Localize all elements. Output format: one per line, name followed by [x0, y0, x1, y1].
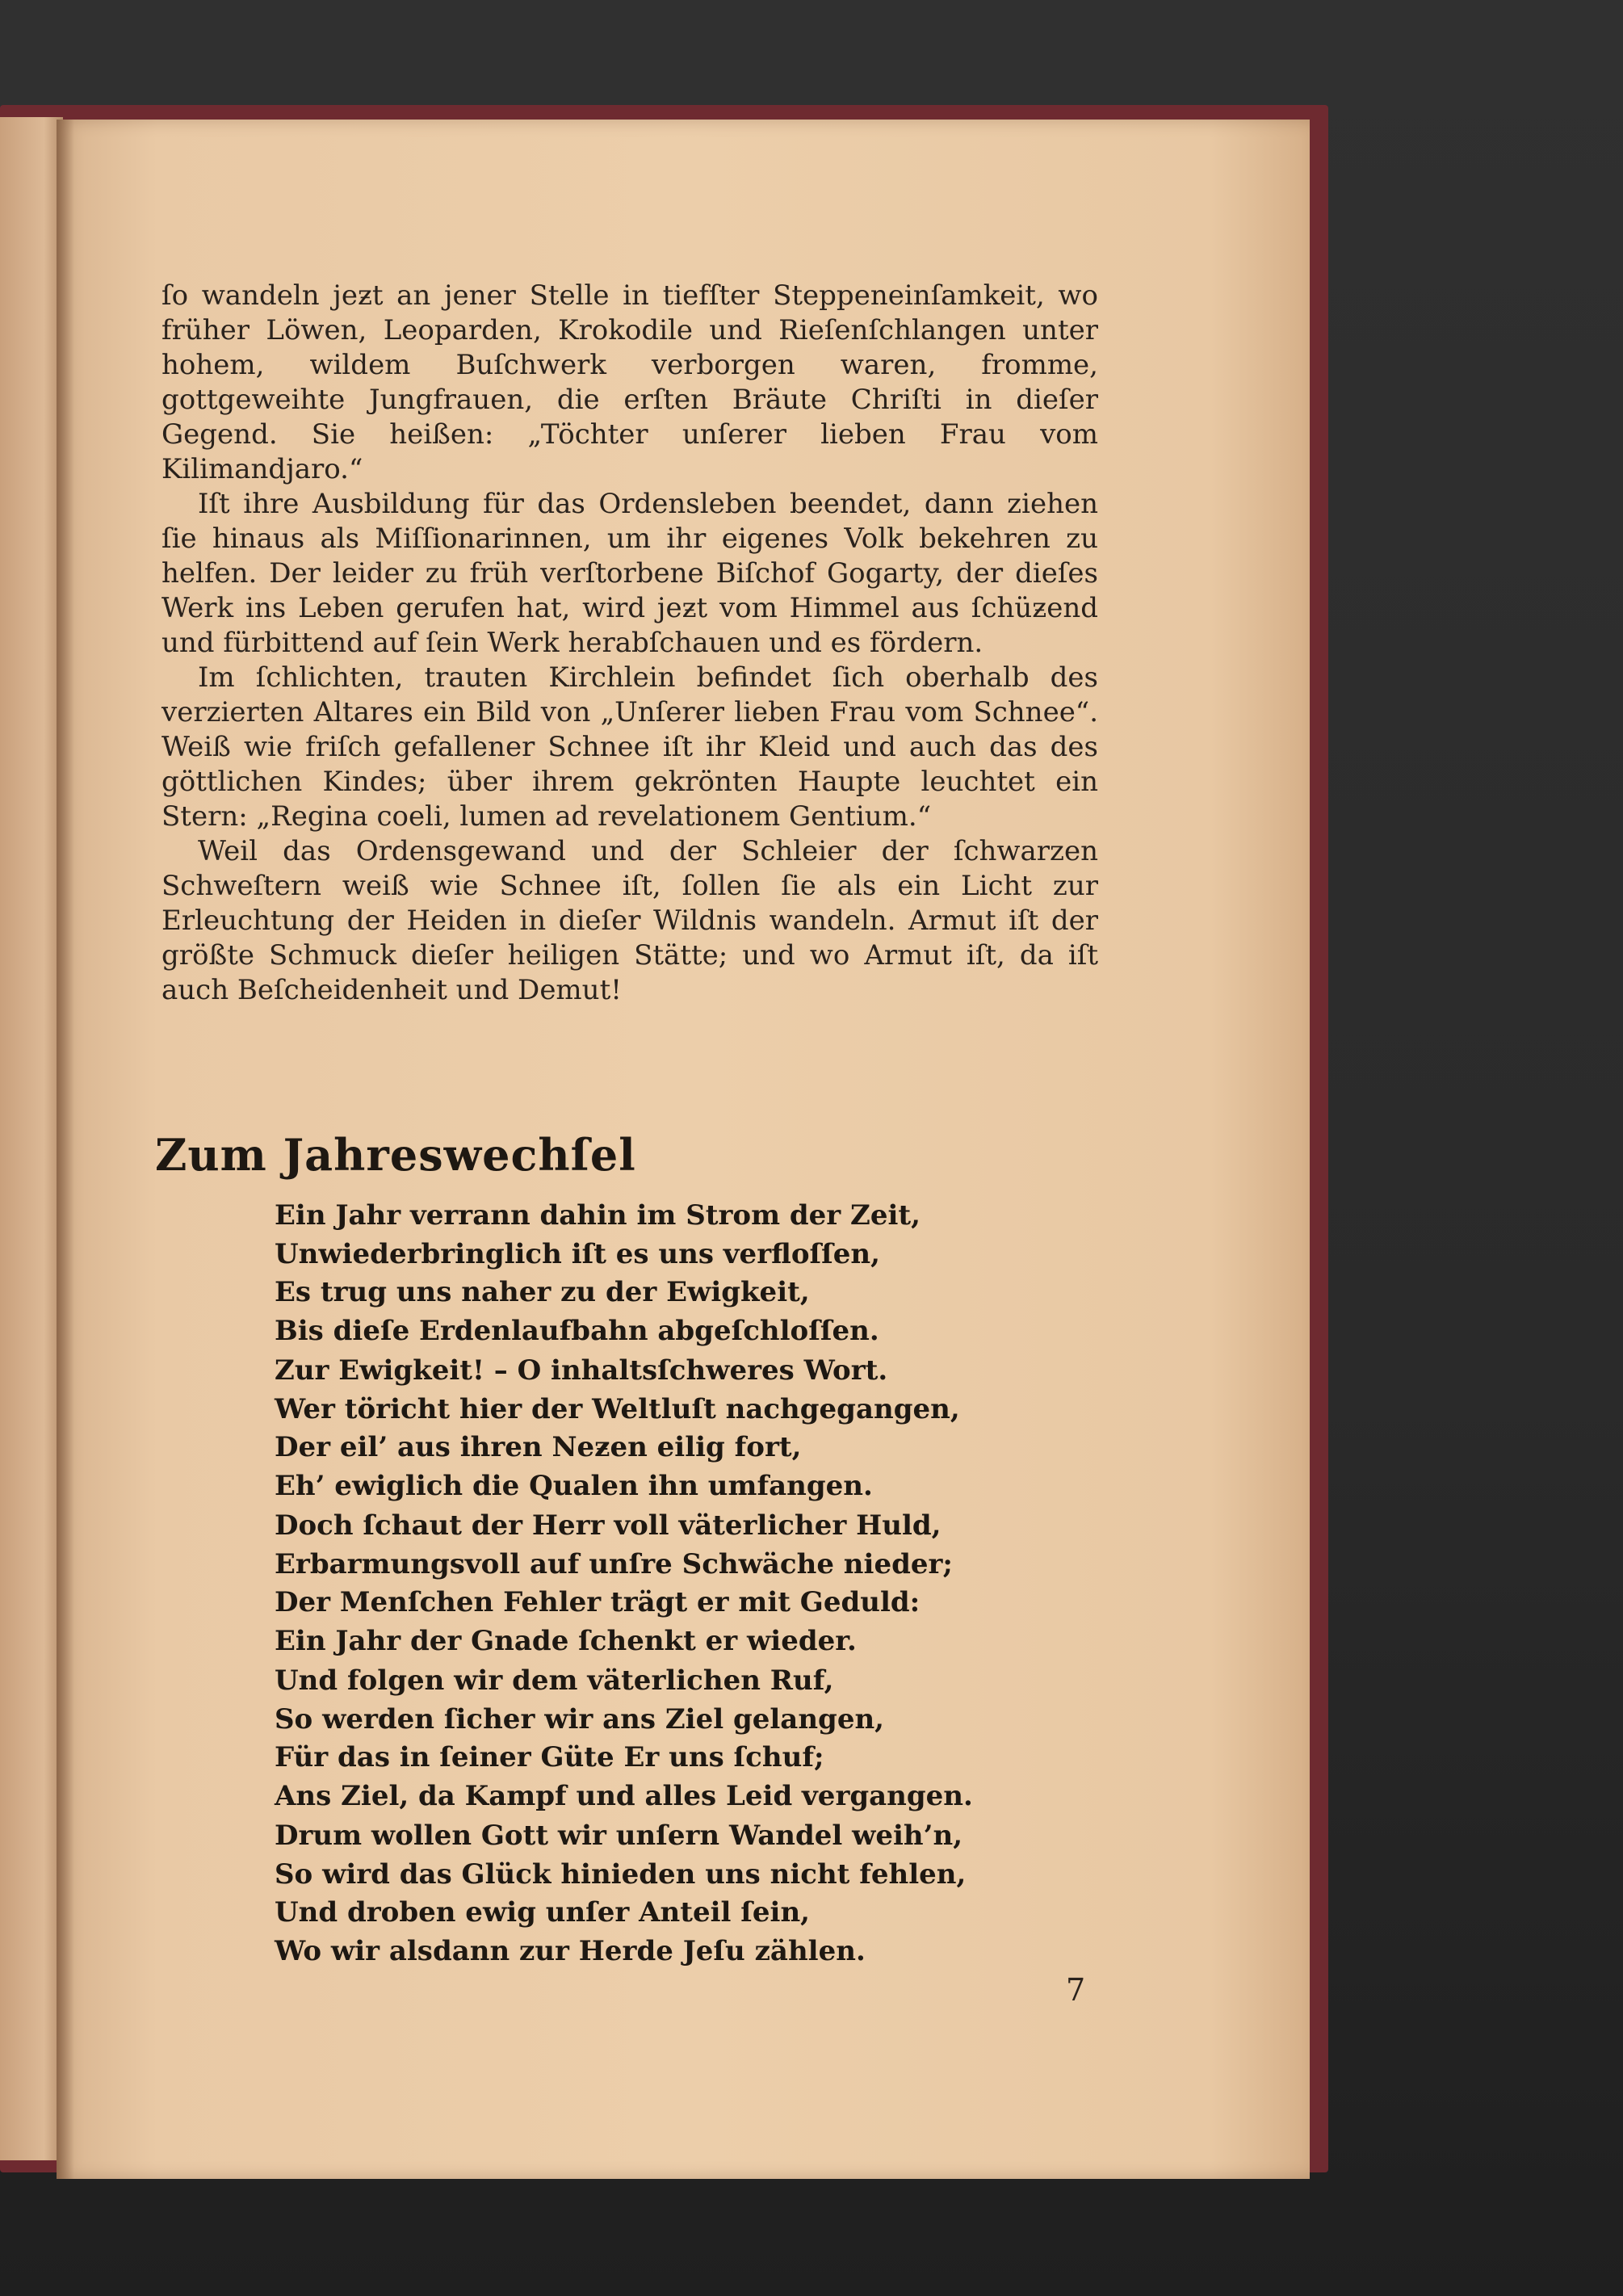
poem-title: Zum Jahreswechſel: [155, 1129, 636, 1181]
paragraph-1: ſo wandeln jeƶt an jener Stelle in tiefſter Steppeneinſamkeit, wo früher Löwen, Leoparden, Krokodile und Rieſenſchlangen unter hohem, wildem Buſchwerk verborgen waren, fromme, gottgeweihte Jungfrauen, die erſten Bräute Chriſti in dieſer Gegend. Sie heißen: „Töchter unſerer lieben Frau vom Kilimandjaro.“: [161, 279, 1098, 485]
poem-line: Es trug uns naher zu der Ewigkeit,: [275, 1276, 810, 1308]
poem-line: So wird das Glück hinieden uns nicht fehlen,: [275, 1857, 967, 1891]
poem-line: Eh’ ewiglich die Qualen ihn umfangen.: [275, 1469, 873, 1502]
poem-line: Und folgen wir dem väterlichen Ruf,: [275, 1664, 834, 1697]
poem-line: Der eil’ aus ihren Neƶen eilig fort,: [275, 1431, 802, 1463]
poem-line: So werden ſicher wir ans Ziel gelangen,: [275, 1702, 885, 1736]
poem-line: Drum wollen Gott wir unſern Wandel weih’n,: [275, 1820, 963, 1852]
poem-line: Der Menſchen Fehler trägt er mit Geduld:: [275, 1586, 921, 1618]
left-page-edge: [0, 117, 63, 2160]
poem-stanza-3: [275, 1507, 1001, 1660]
paragraph-4: Weil das Ordensgewand und der Schleier der ſchwarzen Schweſtern weiß wie Schnee iſt, ſollen ſie als ein Licht zur Erleuchtung der Heiden in dieſer Wildnis wandeln. Armut iſt der größte Schmuck dieſer heiligen Stätte; und wo Armut iſt, da iſt auch Beſcheidenheit und Demut!: [161, 835, 1098, 1006]
poem-line: Unwiederbringlich iſt es uns verfloſſen,: [275, 1237, 880, 1270]
paragraph-3: Im ſchlichten, trauten Kirchlein befindet ſich oberhalb des verzierten Altares ein Bild von „Unſerer lieben Frau vom Schnee“. Weiß wie friſch gefallener Schnee iſt ihr Kleid und auch das des göttlichen Kindes; über ihrem gekrönten Haupte leuchtet ein Stern: „Regina coeli, lumen ad revelationem Gentium.“: [161, 661, 1098, 833]
poem-line: Wo wir alsdann zur Herde Jeſu zählen.: [275, 1934, 866, 1967]
poem-line: Ans Ziel, da Kampf und alles Leid vergangen.: [275, 1779, 973, 1812]
poem-line: Für das in ſeiner Güte Er uns ſchuf;: [275, 1741, 824, 1773]
paragraph-2: Iſt ihre Ausbildung für das Ordensleben beendet, dann ziehen ſie hinaus als Miſſionarinnen, um ihr eigenes Volk bekehren zu helfen. Der leider zu früh verſtorbene Biſchof Gogarty, der dieſes Werk ins Leben gerufen hat, wird jeƶt vom Himmel aus ſchüƶend und fürbittend auf ſein Werk herabſchauen und es fördern.: [161, 488, 1098, 659]
page-gutter-shadow: [57, 120, 74, 2179]
poem-line: Ein Jahr der Gnade ſchenkt er wieder.: [275, 1624, 857, 1657]
prose-text: [161, 279, 1098, 1008]
poem-line: Ein Jahr verrann dahin im Strom der Zeit,: [275, 1199, 921, 1232]
poem-line: Und droben ewig unſer Anteil ſein,: [275, 1896, 811, 1929]
poem-stanza-2: [275, 1352, 1001, 1505]
poem-stanza-5: [275, 1817, 1001, 1971]
page-number: 7: [1066, 1972, 1086, 2008]
poem-stanza-1: [275, 1197, 1001, 1350]
poem-line: Wer töricht hier der Weltluſt nachgegangen,: [275, 1392, 960, 1425]
poem-line: Erbarmungsvoll auf unſre Schwäche nieder;: [275, 1547, 953, 1580]
poem-line: Bis dieſe Erdenlaufbahn abgeſchloſſen.: [275, 1314, 879, 1347]
poem-line: Doch ſchaut der Herr voll väterlicher Huld,: [275, 1509, 942, 1542]
poem-line: Zur Ewigkeit! – O inhaltsſchweres Wort.: [275, 1354, 888, 1387]
poem-stanza-4: [275, 1662, 1001, 1815]
poem: [275, 1197, 1001, 1972]
